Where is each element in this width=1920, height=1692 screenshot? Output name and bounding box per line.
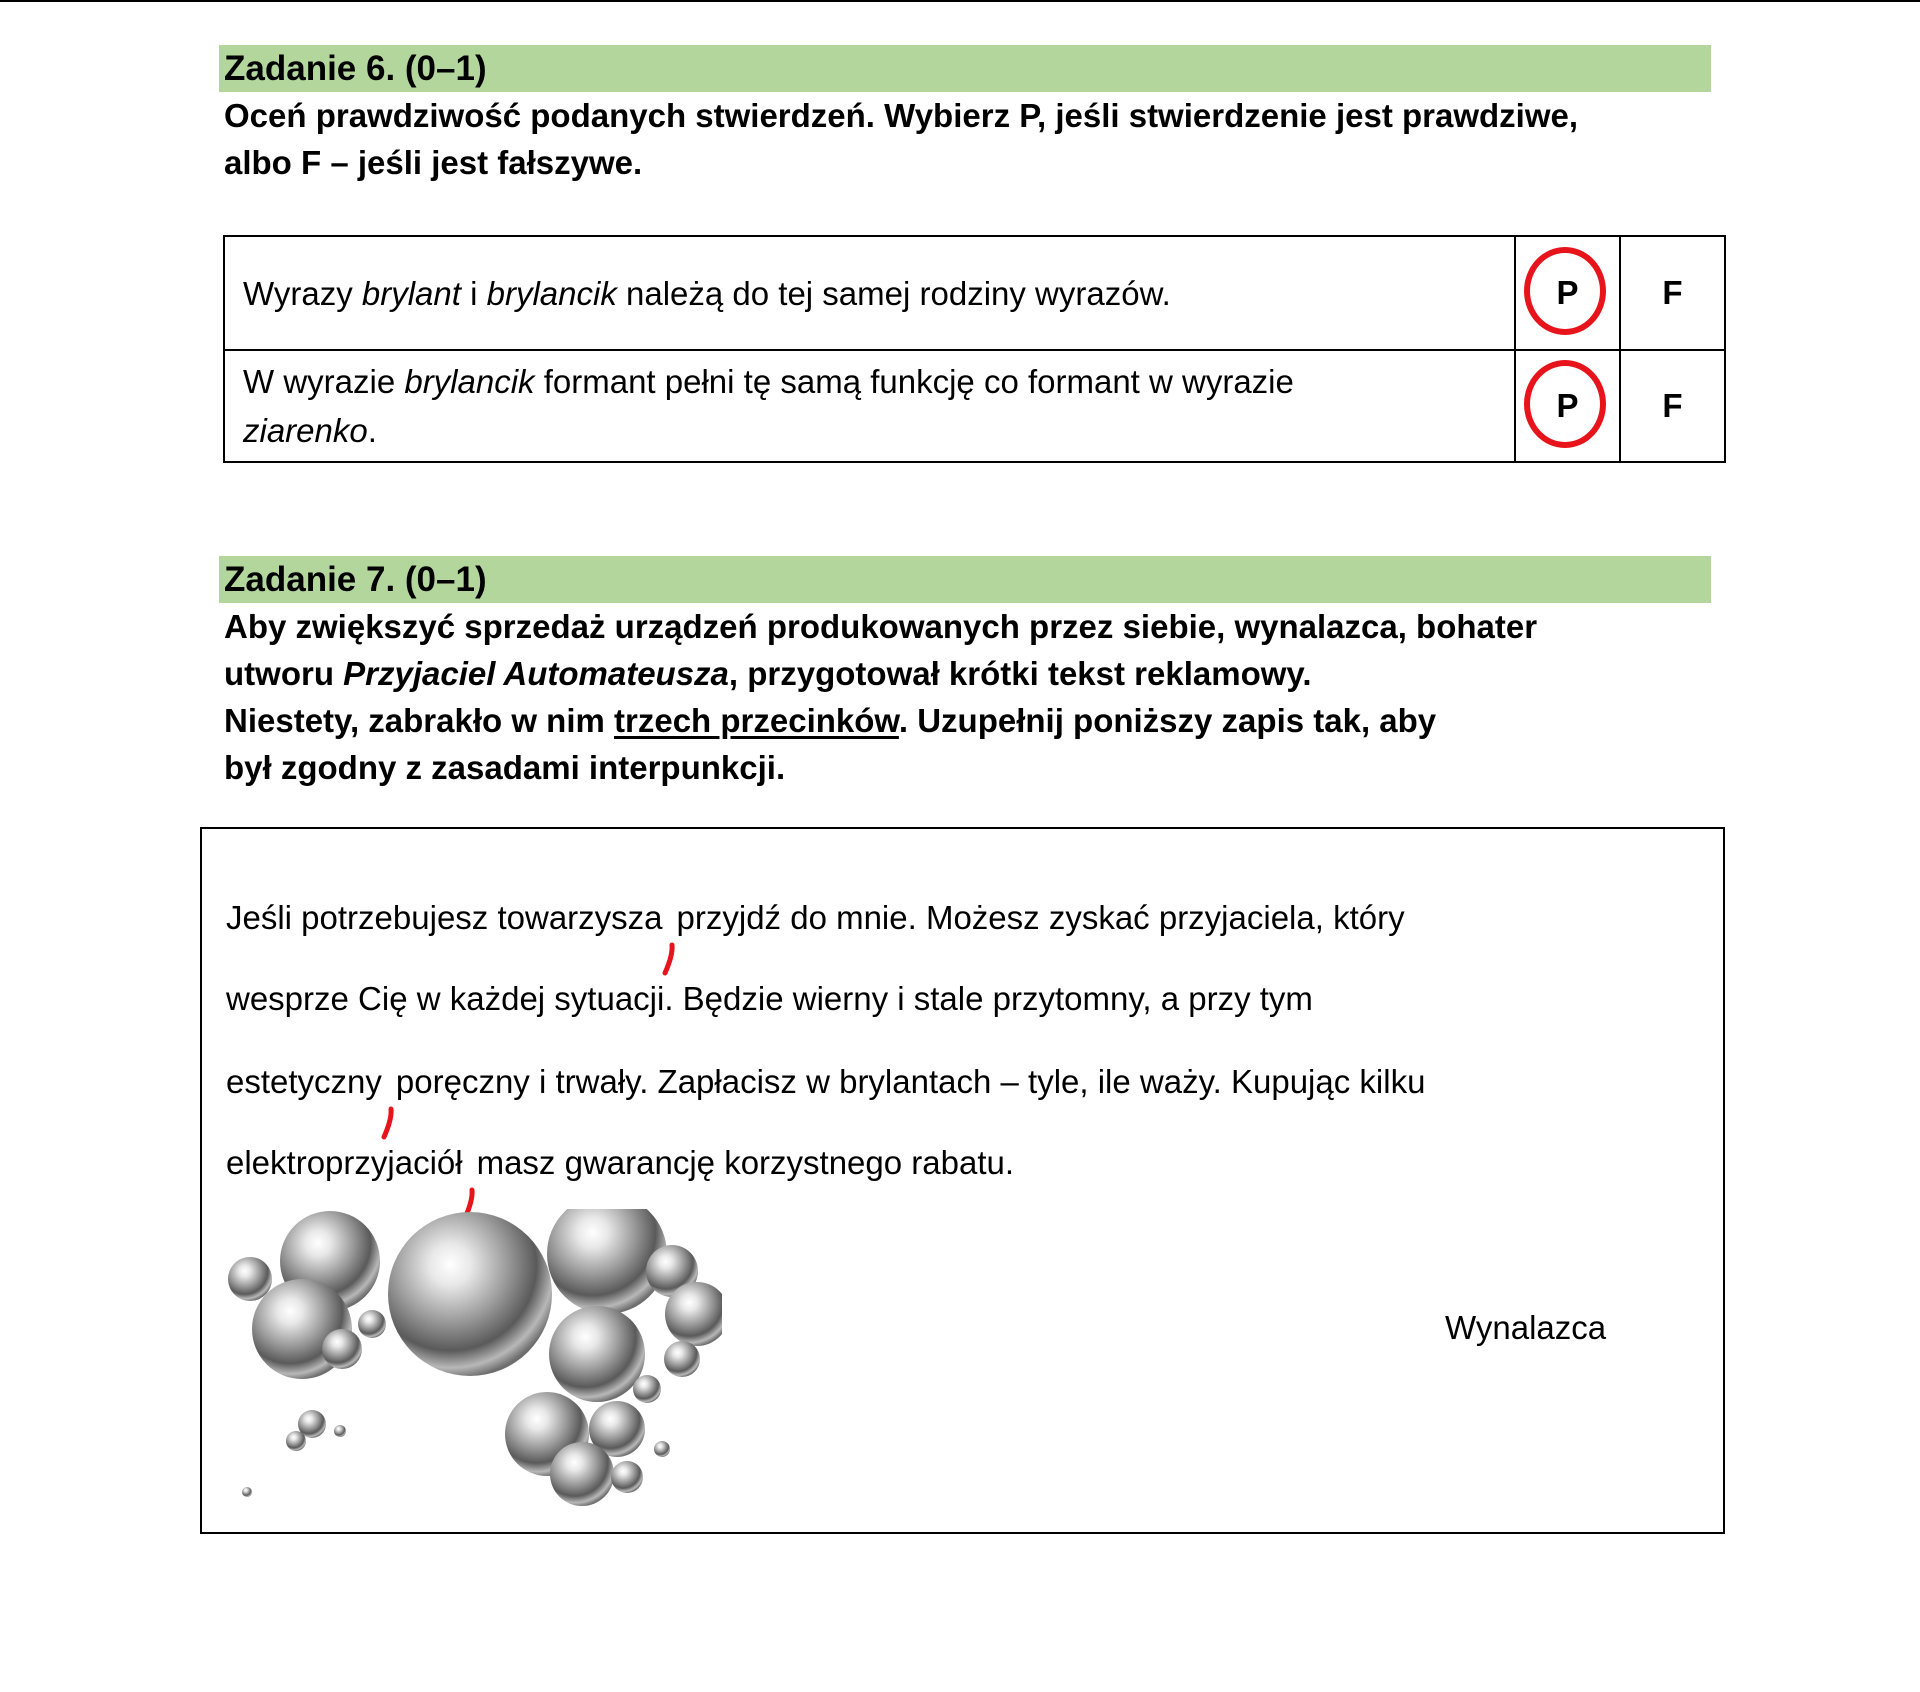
task7-header: Zadanie 7. (0–1) [219,556,1711,603]
task6-header: Zadanie 6. (0–1) [219,45,1711,92]
advert-box [200,827,1725,1534]
handwritten-comma-icon [659,939,679,979]
steel-balls-image [222,1209,722,1509]
choice-true-1[interactable]: P [1515,236,1620,350]
statement-1: Wyrazy brylant i brylancik należą do tej samej rodziny wyrazów. [224,236,1515,350]
table-row [224,350,1725,462]
task6-instruction [224,92,1578,186]
task6-instruction-line2: albo F – jeśli jest fałszywe. [224,144,643,181]
task6-instruction-line1: Oceń prawdziwość podanych stwierdzeń. Wybierz P, jeśli stwierdzenie jest prawdziwe, [224,97,1579,134]
choice-false-2[interactable]: F [1620,350,1725,462]
task7-instruction: Aby zwiększyć sprzedaż urządzeń produkowanych przez siebie, wynalazca, bohater utworu Przyjaciel Automateusza, przygotował krótki tekst reklamowy. Niestety, zabrakło w nim trzech przecinków. Uzupełnij poniższy zapis tak, aby był zgodny z zasadami interpunkcji. [224,608,1538,786]
true-false-table [223,235,1726,463]
table-row [224,236,1725,350]
choice-true-2[interactable]: P [1515,350,1620,462]
ad-line-4: elektroprzyjaciół masz gwarancję korzystnego rabatu. [226,1143,1014,1183]
ad-line-2: wesprze Cię w każdej sytuacji. Będzie wierny i stale przytomny, a przy tym [226,980,1313,1017]
signature-wynalazca: Wynalazca [1445,1309,1607,1346]
statement-2: W wyrazie brylancik formant pełni tę samą funkcję co formant w wyrazie ziarenko. [224,350,1515,462]
selected-circle-mark [1524,360,1606,448]
page-top-rule [0,0,1920,2]
choice-false-1[interactable]: F [1620,236,1725,350]
handwritten-comma-icon [378,1103,398,1143]
ad-line-3: estetyczny poręczny i trwały. Zapłacisz w brylantach – tyle, ile waży. Kupując kilku [226,1062,1425,1102]
selected-circle-mark [1524,247,1606,335]
ad-line-1: Jeśli potrzebujesz towarzysza przyjdź do mnie. Możesz zyskać przyjaciela, który [226,898,1405,938]
